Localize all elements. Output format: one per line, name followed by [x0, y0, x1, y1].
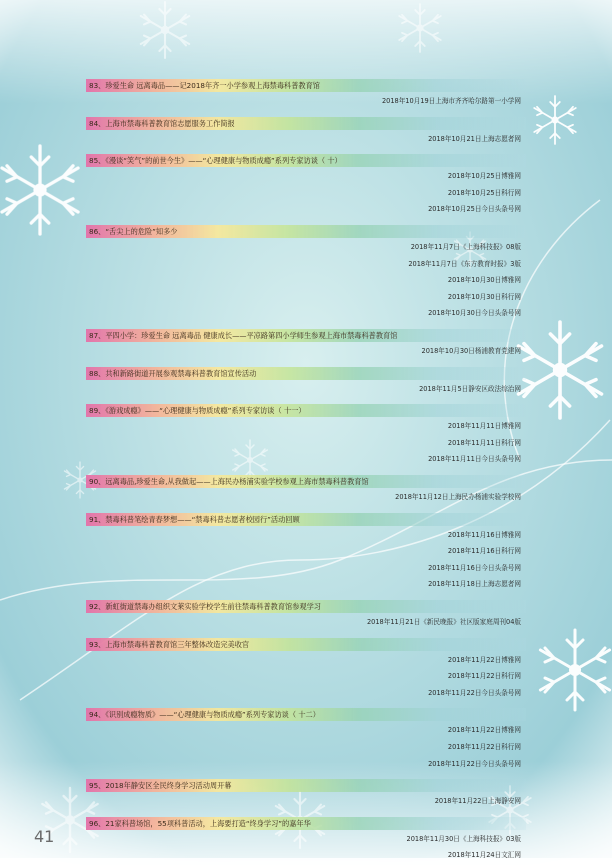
entry-source: 2018年11月21日《新民晚报》社区版家庭周刊04版	[366, 618, 521, 626]
entry-source: 2018年11月18日上海志愿者网	[428, 580, 521, 589]
entry-source: 2018年10月25日今日头条号网	[428, 205, 521, 214]
entry-title: 87、平四小学：珍爱生命 远离毒品 健康成长——平凉路第四小学师生参观上海市禁毒科普教育馆	[86, 329, 526, 342]
entry-title: 90、远离毒品,珍爱生命,从我做起——上海民办杨浦实验学校参观上海市禁毒科普教育馆	[86, 475, 526, 488]
entry-title: 86、“舌尖上的危险”知多少	[86, 225, 526, 238]
entry-source: 2018年11月22日上海静安网	[434, 797, 521, 806]
entry-source: 2018年11月7日《东方教育时报》3版	[408, 259, 521, 268]
entry-source: 2018年11月22日博雅网	[447, 726, 521, 735]
entry-title: 93、上海市禁毒科普教育馆三年整体改造完美收官	[86, 638, 526, 651]
entry-source: 2018年10月25日博雅网	[447, 172, 521, 181]
entry-source: 2018年11月22日今日头条号网	[428, 688, 521, 697]
entry-source: 2018年10月30日今日头条号网	[428, 309, 521, 318]
entry-title: 92、新虹街道禁毒办组织文莱实验学校学生前往禁毒科普教育馆参观学习	[86, 600, 526, 613]
entry-source: 2018年11月11日科行网	[447, 438, 521, 447]
entry-source: 2018年11月16日博雅网	[447, 530, 521, 539]
entry-source: 2018年11月5日静安区政法综治网	[419, 384, 521, 393]
entry-title: 83、珍爱生命 远离毒品——记2018年齐一小学参观上海禁毒科普教育馆	[86, 79, 526, 92]
entry-title: 91、禁毒科普笔绘青春梦想——“禁毒科普志愿者校园行”活动回顾	[86, 513, 526, 526]
entry-source: 2018年11月12日上海民办杨浦实验学校网	[395, 493, 521, 501]
entry-source: 2018年10月30日科行网	[447, 292, 521, 301]
entry-source: 2018年10月30日杨浦教育党建网	[421, 347, 521, 355]
entry-source: 2018年10月19日上海市齐齐哈尔路第一小学网	[381, 97, 521, 105]
entry-title: 94、《识别成瘾物质》——“心理健康与物质成瘾”系列专家访谈（ 十二）	[86, 708, 526, 721]
entry-source: 2018年10月21日上海志愿者网	[428, 134, 521, 143]
page-number: 41	[34, 827, 55, 846]
entry-source: 2018年11月24日文汇网	[447, 851, 521, 860]
entry-source: 2018年11月16日今日头条号网	[428, 563, 521, 572]
entry-source: 2018年10月30日博雅网	[447, 276, 521, 285]
entry-source: 2018年11月22日科行网	[447, 743, 521, 751]
entry-title: 96、21家科普场馆，55项科普活动，上海要打造“终身学习”的嘉年华	[86, 817, 526, 830]
entry-source: 2018年11月22日科行网	[447, 672, 521, 681]
entry-source: 2018年11月22日今日头条号网	[428, 759, 521, 768]
entry-source: 2018年11月11日今日头条号网	[428, 455, 521, 464]
entry-title: 89、《游戏成瘾》——“心理健康与物质成瘾”系列专家访谈（ 十一）	[86, 404, 526, 417]
entry-source: 2018年11月16日科行网	[447, 547, 521, 556]
entry-source: 2018年11月22日博雅网	[447, 655, 521, 664]
entry-source: 2018年11月7日《上海科技报》08版	[410, 243, 521, 251]
entry-title: 95、2018年静安区全民终身学习活动周开幕	[86, 779, 526, 792]
entry-title: 88、共和新路街道开展参观禁毒科普教育馆宣传活动	[86, 367, 526, 380]
entry-source: 2018年10月25日科行网	[447, 188, 521, 197]
entry-source: 2018年11月30日《上海科技报》03版	[406, 834, 521, 843]
entry-source: 2018年11月11日博雅网	[447, 422, 521, 431]
entry-title: 84、上海市禁毒科普教育馆志愿服务工作简报	[86, 117, 526, 130]
entry-title: 85、《漫谈“笑气”的前世今生》——“心理健康与物质成瘾”系列专家访谈（ 十）	[86, 154, 526, 167]
